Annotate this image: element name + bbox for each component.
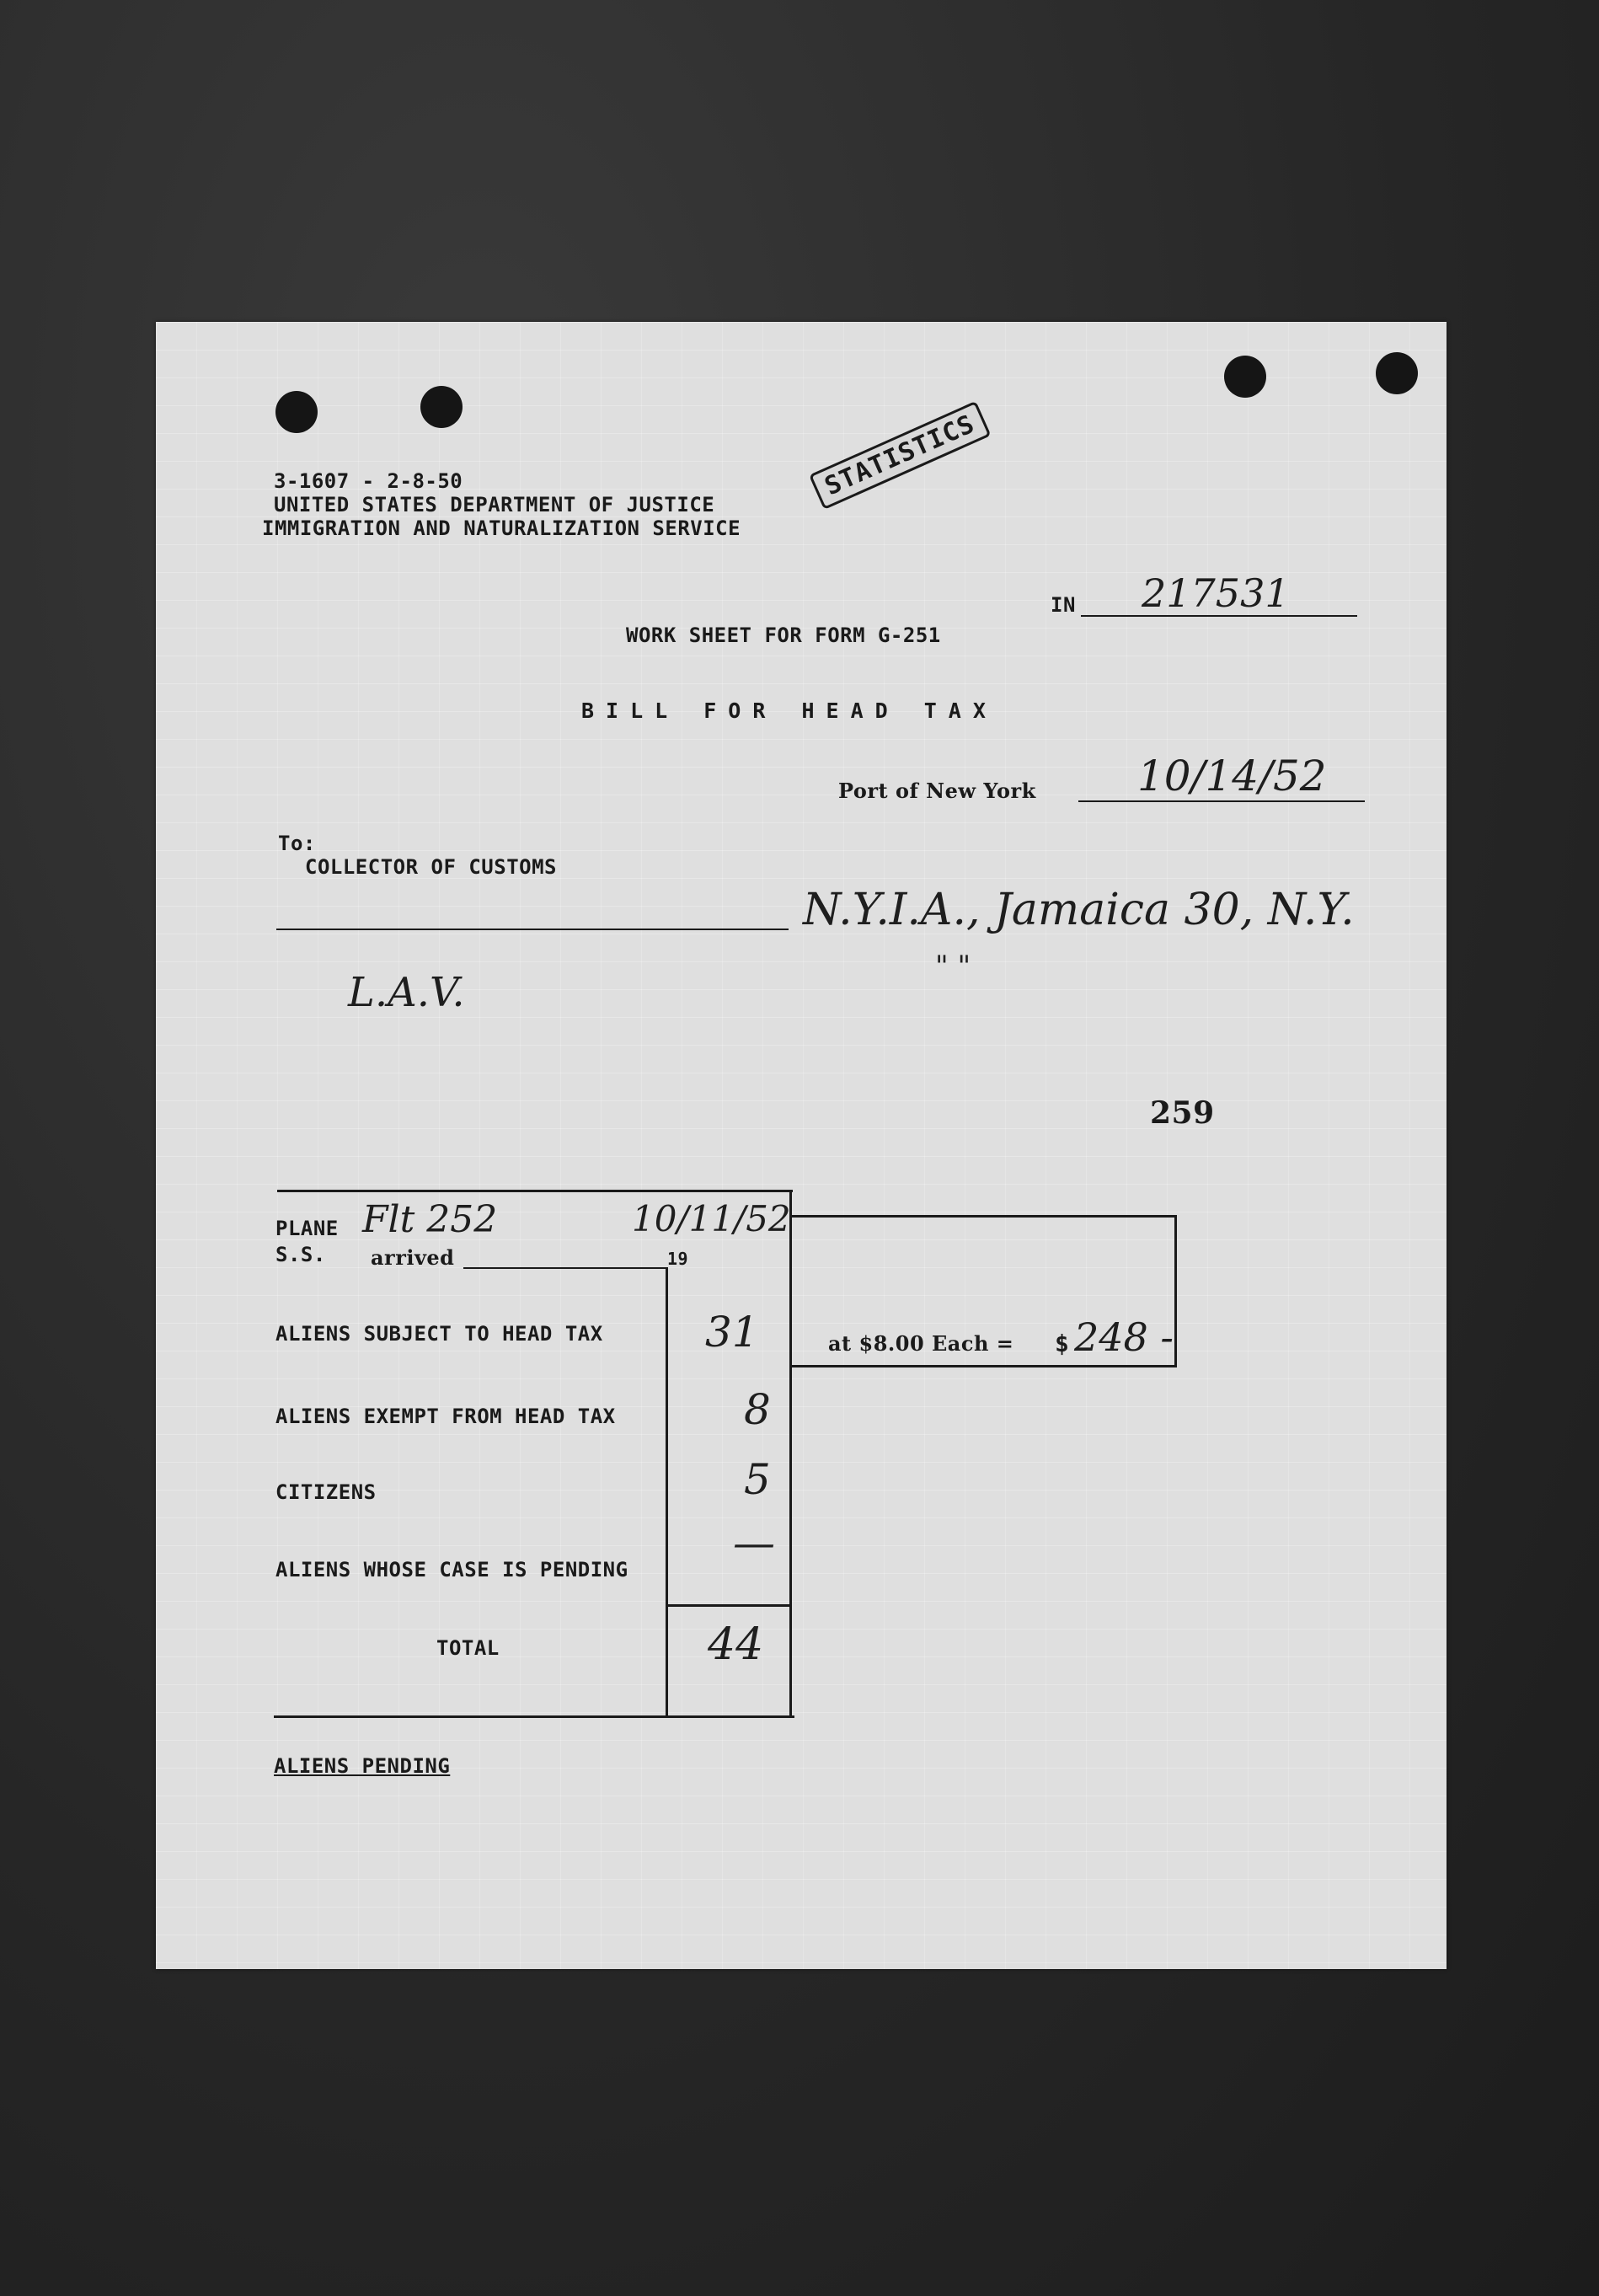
location-handwritten: N.Y.I.A., Jamaica 30, N.Y. [803, 885, 1355, 935]
in-number: 217531 [1142, 570, 1290, 616]
port-label: Port of New York [838, 779, 1036, 803]
year-prefix: 19 [667, 1249, 689, 1269]
ditto-marks: " " [935, 950, 971, 983]
row-label-pending: ALIENS WHOSE CASE IS PENDING [275, 1558, 628, 1582]
service-name: IMMIGRATION AND NATURALIZATION SERVICE [262, 516, 741, 540]
collector-name: COLLECTOR OF CUSTOMS [305, 855, 557, 879]
count-column-rule [666, 1267, 668, 1718]
amount: 248 - [1074, 1314, 1174, 1360]
punch-hole [1224, 356, 1266, 398]
to-label: To: [278, 832, 316, 855]
rate-box-right [1174, 1215, 1177, 1367]
punch-hole [420, 386, 463, 428]
arrival-date: 10/11/52 [632, 1198, 791, 1239]
arrived-underline [463, 1267, 668, 1269]
punch-hole [275, 391, 318, 433]
plane-flight: Flt 252 [362, 1198, 498, 1241]
rate-box-bottom [789, 1365, 1177, 1367]
punch-hole [1376, 352, 1418, 394]
port-date: 10/14/52 [1137, 752, 1327, 800]
dollar-sign: $ [1055, 1330, 1070, 1357]
port-date-underline [1078, 800, 1365, 802]
aliens-pending-heading: ALIENS PENDING [274, 1754, 451, 1778]
ss-label: S.S. [275, 1243, 326, 1266]
row-value-pending: — [733, 1518, 775, 1567]
row-value-subject: 31 [705, 1308, 759, 1357]
document-page [156, 322, 1447, 1969]
rate-text: at $8.00 Each = [828, 1331, 1014, 1356]
page-number: 259 [1150, 1095, 1215, 1131]
row-label-subject: ALIENS SUBJECT TO HEAD TAX [275, 1322, 603, 1346]
plane-label: PLANE [275, 1217, 339, 1240]
table-bottom-rule [274, 1715, 794, 1718]
row-value-exempt: 8 [744, 1385, 771, 1434]
total-label: TOTAL [436, 1636, 500, 1660]
row-label-citizens: CITIZENS [275, 1480, 377, 1504]
table-top-rule [277, 1190, 793, 1192]
total-rule [666, 1604, 792, 1607]
rate-box-top [789, 1215, 1174, 1218]
initials: L.A.V. [348, 969, 465, 1016]
in-label: IN [1051, 593, 1076, 617]
row-label-exempt: ALIENS EXEMPT FROM HEAD TAX [275, 1405, 616, 1428]
bill-title: BILL FOR HEAD TAX [581, 698, 997, 723]
collector-line [276, 929, 789, 930]
table-right-rule [789, 1190, 792, 1718]
statistics-stamp: STATISTICS [809, 401, 991, 510]
row-value-citizens: 5 [744, 1455, 771, 1504]
form-number: 3-1607 - 2-8-50 [274, 469, 463, 493]
arrived-label: arrived [371, 1245, 455, 1270]
worksheet-title: WORK SHEET FOR FORM G-251 [626, 624, 941, 647]
total-value: 44 [708, 1619, 764, 1670]
department-name: UNITED STATES DEPARTMENT OF JUSTICE [274, 493, 715, 516]
